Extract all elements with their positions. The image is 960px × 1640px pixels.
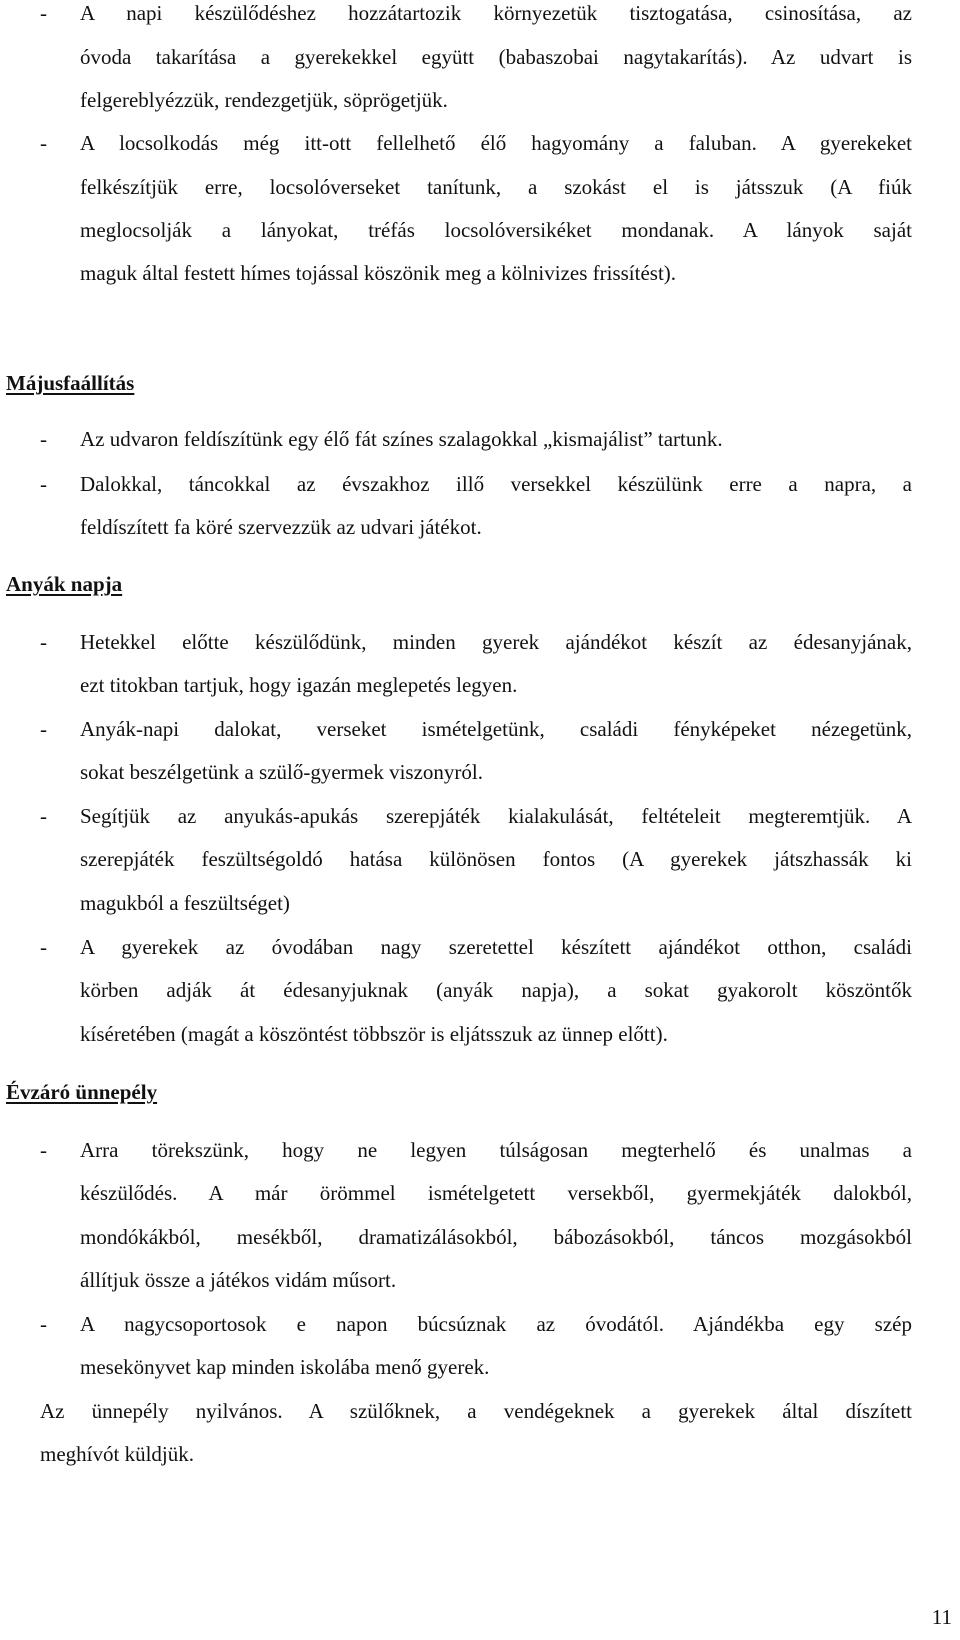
text-line: Az udvaron feldíszítünk egy élő fát színes szalagokkal „kismajálist” tartunk. bbox=[80, 427, 723, 451]
text-line: mondókákból, mesékből, dramatizálásokból, bábozásokból, táncos mozgásokból bbox=[80, 1225, 912, 1249]
bullet-dash: - bbox=[40, 1312, 47, 1336]
text-line: felkészítjük erre, locsolóverseket tanítunk, a szokást el is játsszuk (A fiúk bbox=[80, 175, 912, 199]
text-line: maguk által festett hímes tojással köszönik meg a kölnivizes frissítést). bbox=[80, 261, 677, 285]
text-line: A gyerekek az óvodában nagy szeretettel készített ajándékot otthon, családi bbox=[80, 935, 912, 959]
text-line: kíséretében (magát a köszöntést többször is eljátsszuk az ünnep előtt). bbox=[80, 1022, 668, 1046]
text-line: felgereblyézzük, rendezgetjük, söprögetjük. bbox=[80, 88, 448, 112]
closing-paragraph-line: Az ünnepély nyilvános. A szülőknek, a vendégeknek a gyerekek által díszített bbox=[40, 1399, 912, 1423]
bullet-dash: - bbox=[40, 131, 47, 155]
bullet-dash: - bbox=[40, 427, 47, 451]
bullet-dash: - bbox=[40, 717, 47, 741]
text-line: Arra törekszünk, hogy ne legyen túlságosan megterhelő és unalmas a bbox=[80, 1138, 912, 1162]
bullet-dash: - bbox=[40, 804, 47, 828]
text-line: Anyák-napi dalokat, verseket ismételgetünk, családi fényképeket nézegetünk, bbox=[80, 717, 912, 741]
text-line: feldíszített fa köré szervezzük az udvari játékot. bbox=[80, 515, 482, 539]
text-line: szerepjáték feszültségoldó hatása különösen fontos (A gyerekek játszhassák ki bbox=[80, 847, 912, 871]
bullet-dash: - bbox=[40, 630, 47, 654]
text-line: A napi készülődéshez hozzátartozik környezetük tisztogatása, csinosítása, az bbox=[80, 1, 912, 25]
text-line: Hetekkel előtte készülődünk, minden gyerek ajándékot készít az édesanyjának, bbox=[80, 630, 912, 654]
section-heading-majusfa: Májusfaállítás bbox=[6, 371, 135, 395]
text-line: A nagycsoportosok e napon búcsúznak az óvodától. Ajándékba egy szép bbox=[80, 1312, 912, 1336]
text-line: Dalokkal, táncokkal az évszakhoz illő versekkel készülünk erre a napra, a bbox=[80, 472, 912, 496]
bullet-dash: - bbox=[40, 935, 47, 959]
text-line: óvoda takarítása a gyerekekkel együtt (babaszobai nagytakarítás). Az udvart is bbox=[80, 45, 912, 69]
section-heading-anyak-napja: Anyák napja bbox=[6, 572, 123, 596]
text-line: magukból a feszültséget) bbox=[80, 891, 290, 915]
bullet-dash: - bbox=[40, 1138, 47, 1162]
text-line: meglocsolják a lányokat, tréfás locsolóversikéket mondanak. A lányok saját bbox=[80, 218, 912, 242]
bullet-dash: - bbox=[40, 1, 47, 25]
text-line: készülődés. A már örömmel ismételgetett versekből, gyermekjáték dalokból, bbox=[80, 1181, 912, 1205]
text-line: körben adják át édesanyjuknak (anyák napja), a sokat gyakorolt köszöntők bbox=[80, 978, 912, 1002]
text-line: mesekönyvet kap minden iskolába menő gyerek. bbox=[80, 1355, 490, 1379]
text-line: A locsolkodás még itt-ott fellelhető élő hagyomány a faluban. A gyerekeket bbox=[80, 131, 912, 155]
text-line: állítjuk össze a játékos vidám műsort. bbox=[80, 1268, 397, 1292]
bullet-dash: - bbox=[40, 472, 47, 496]
text-line: ezt titokban tartjuk, hogy igazán meglepetés legyen. bbox=[80, 673, 518, 697]
section-heading-evzaro: Évzáró ünnepély bbox=[6, 1080, 158, 1104]
page-number: 11 bbox=[931, 1605, 952, 1629]
text-line: sokat beszélgetünk a szülő-gyermek viszonyról. bbox=[80, 760, 483, 784]
text-line: Segítjük az anyukás-apukás szerepjáték kialakulását, feltételeit megteremtjük. A bbox=[80, 804, 912, 828]
closing-paragraph-line: meghívót küldjük. bbox=[40, 1442, 194, 1466]
